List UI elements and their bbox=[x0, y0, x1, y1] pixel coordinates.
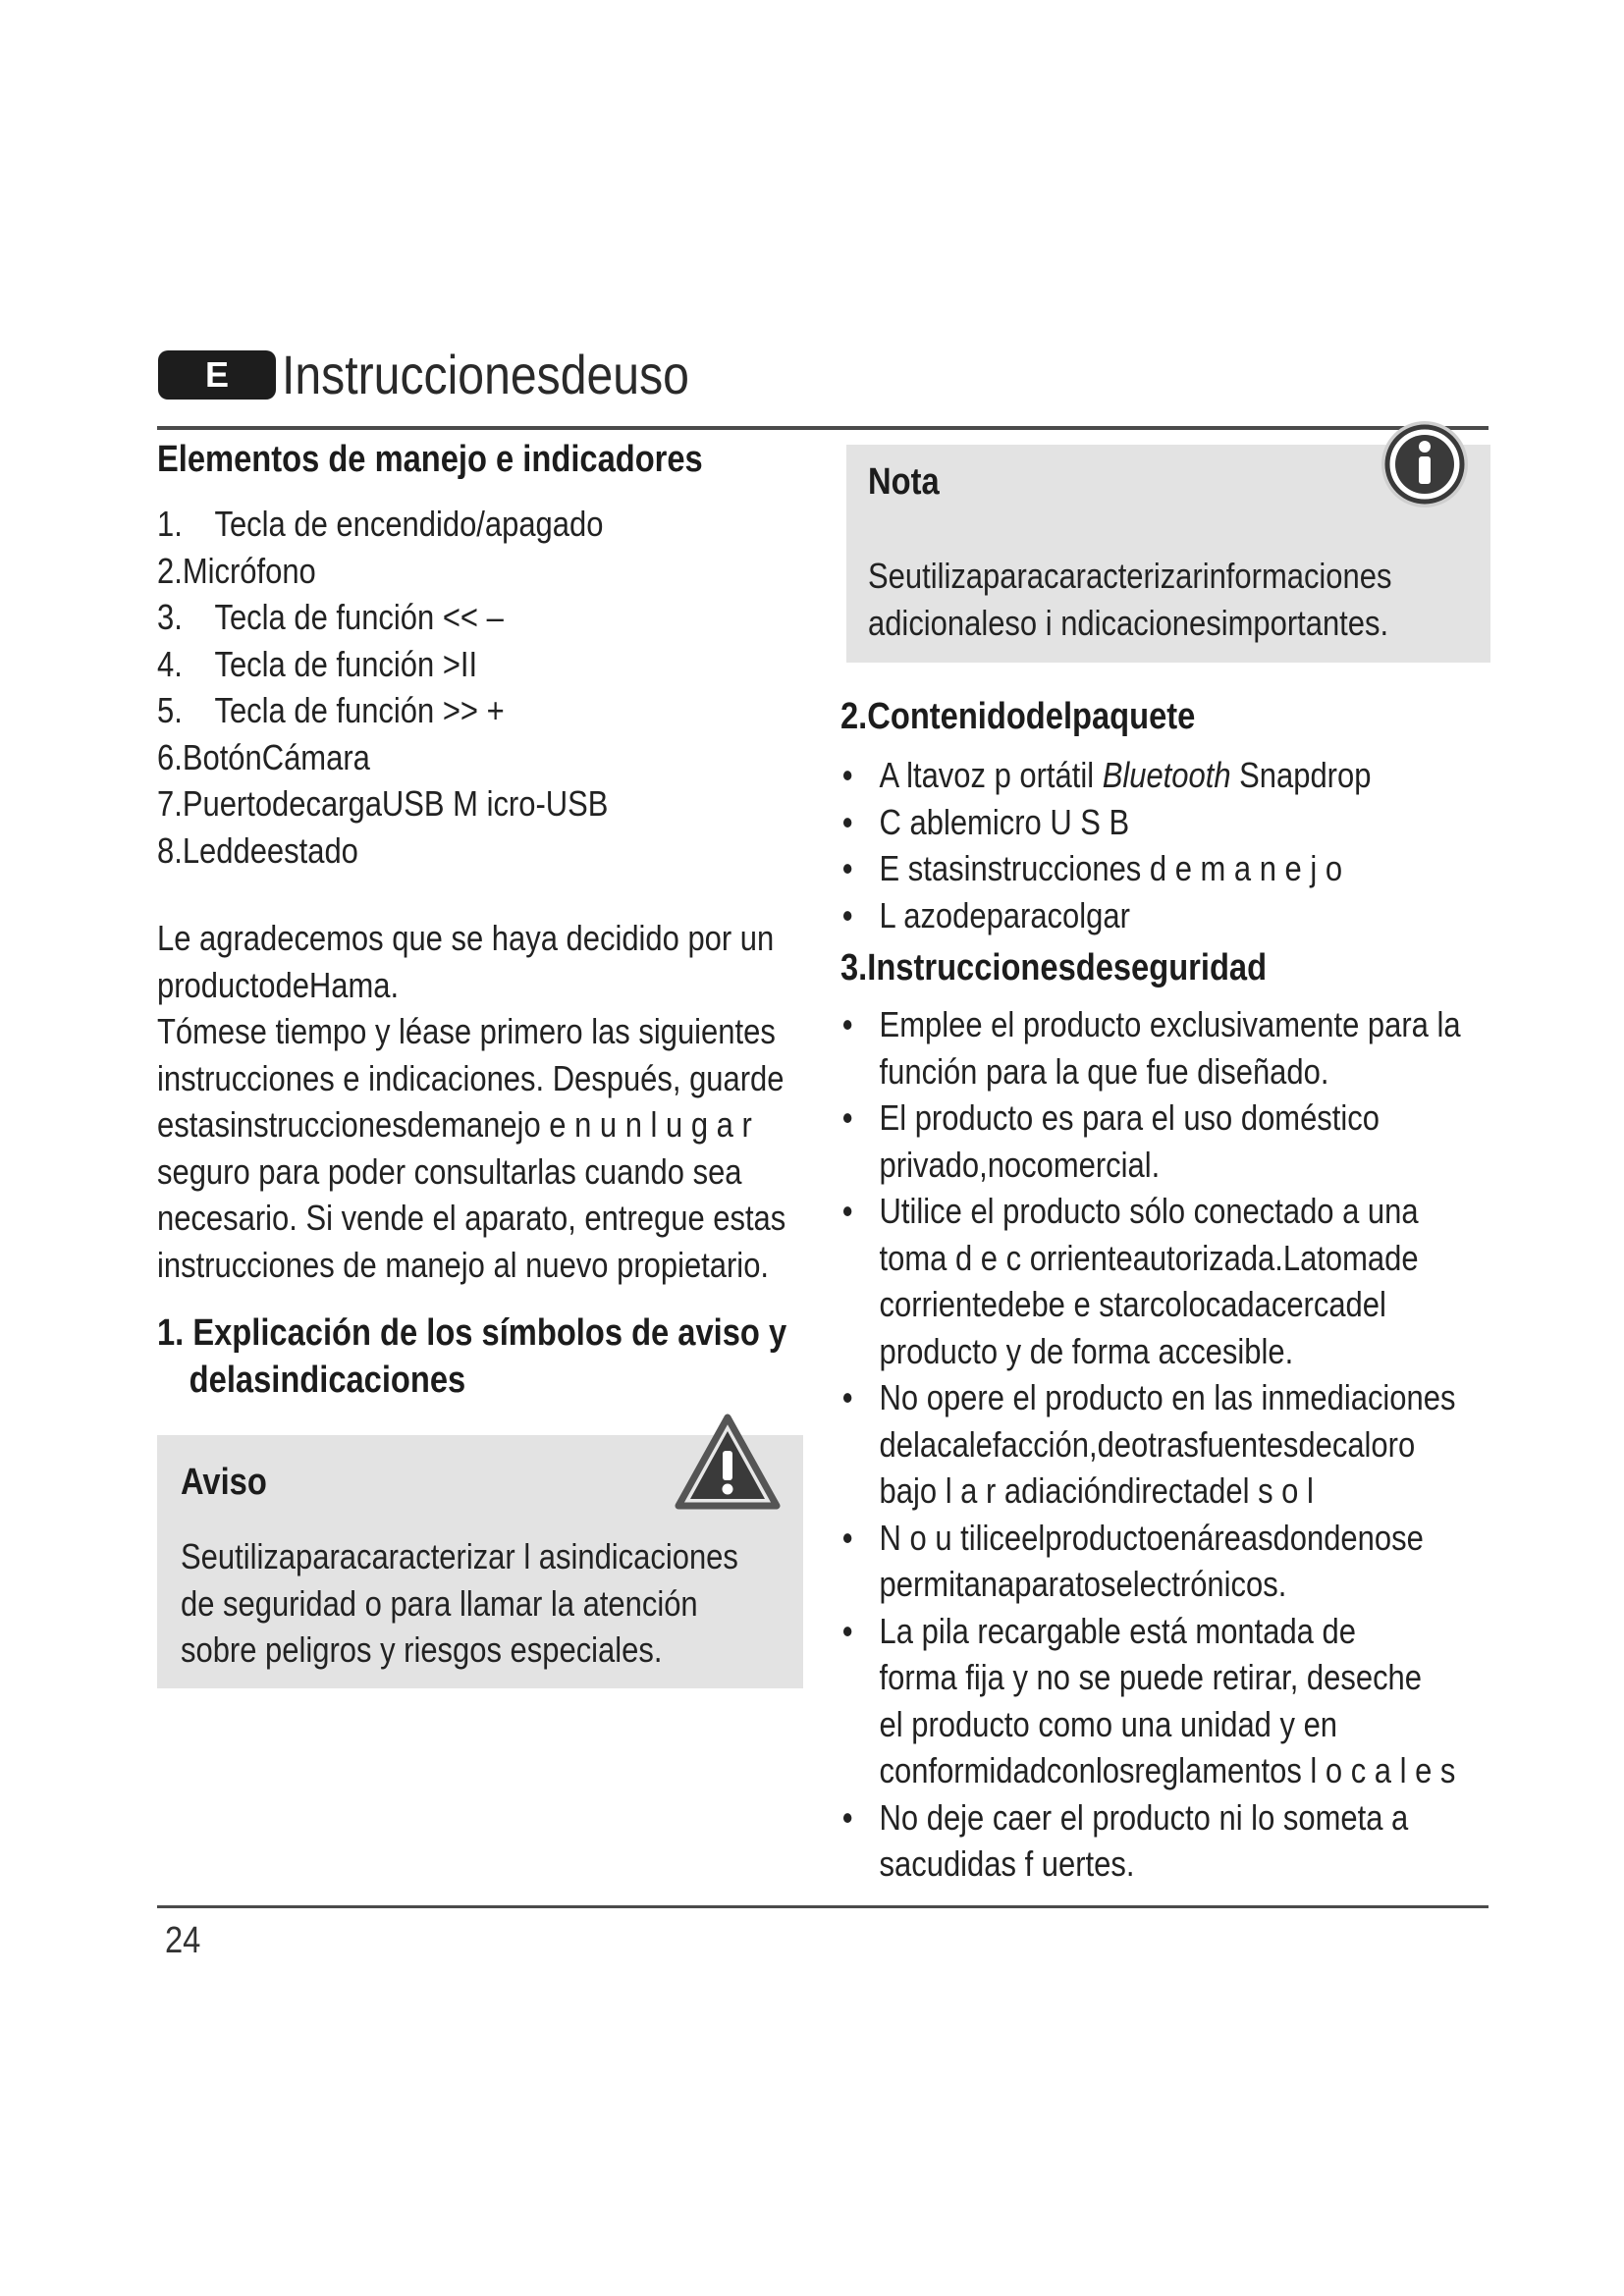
package-item-italic: Bluetooth bbox=[1102, 755, 1231, 795]
section2-heading: 2.Contenidodelpaquete bbox=[840, 696, 1196, 737]
control-number: 5. bbox=[157, 690, 183, 730]
package-item bbox=[840, 845, 1398, 892]
safety-item bbox=[840, 1794, 1409, 1888]
safety-item bbox=[840, 1188, 1419, 1374]
language-badge: E bbox=[158, 350, 276, 400]
bullet: • bbox=[841, 1610, 853, 1651]
control-number: 3. bbox=[157, 597, 183, 637]
bullet: • bbox=[841, 1004, 853, 1044]
control-item bbox=[157, 594, 715, 641]
control-number: 6. bbox=[157, 736, 183, 777]
intro-line: necesario. Si vende el aparato, entregue estas bbox=[157, 1198, 786, 1238]
package-item-text: L azodeparacolgar bbox=[879, 894, 1130, 935]
controls-heading: Elementos de manejo e indicadores bbox=[157, 439, 703, 480]
left-column bbox=[157, 436, 805, 1404]
intro-line: instrucciones de manejo al nuevo propietario. bbox=[157, 1244, 770, 1285]
page-title: Instruccionesdeuso bbox=[282, 344, 689, 405]
safety-item bbox=[840, 1001, 1461, 1095]
safety-line: producto y de forma accesible. bbox=[879, 1330, 1294, 1371]
safety-line: sacudidas f uertes. bbox=[879, 1843, 1135, 1884]
bullet: • bbox=[841, 894, 853, 935]
safety-line: delacalefacción,deotrasfuentesdecaloro bbox=[879, 1423, 1416, 1465]
safety-line: conformidadconlosreglamentos l o c a l e s bbox=[879, 1750, 1456, 1790]
control-number: 4. bbox=[157, 643, 183, 684]
warning-box-text bbox=[181, 1533, 738, 1674]
control-item bbox=[157, 828, 715, 875]
control-item bbox=[157, 641, 715, 688]
safety-line: el producto como una unidad y en bbox=[879, 1703, 1338, 1744]
page-number: 24 bbox=[165, 1920, 201, 1961]
control-item bbox=[157, 501, 715, 548]
warning-box bbox=[157, 1435, 803, 1688]
safety-line: El producto es para el uso doméstico bbox=[879, 1097, 1380, 1138]
safety-line: toma d e c orrienteautorizada.Latomade bbox=[879, 1237, 1419, 1278]
control-label: Tecla de función >> + bbox=[214, 690, 505, 730]
bullet: • bbox=[841, 801, 853, 842]
safety-line: Emplee el producto exclusivamente para la bbox=[879, 1004, 1461, 1044]
package-list bbox=[840, 752, 1398, 938]
info-icon bbox=[1378, 417, 1472, 511]
bullet: • bbox=[841, 755, 853, 795]
control-number: 1. bbox=[157, 504, 183, 544]
bullet: • bbox=[841, 1191, 853, 1231]
control-item bbox=[157, 780, 715, 828]
safety-line: corrientedebe e starcolocadacercadel bbox=[879, 1284, 1386, 1324]
package-item-text: A ltavoz p ortátil bbox=[879, 755, 1103, 795]
intro-line: instrucciones e indicaciones. Después, guarde bbox=[157, 1057, 785, 1098]
control-label: BotónCámara bbox=[182, 736, 370, 777]
safety-line: privado,nocomercial. bbox=[879, 1144, 1161, 1185]
intro-line: Le agradecemos que se haya decidido por un bbox=[157, 918, 775, 958]
package-item-text: C ablemicro U S B bbox=[879, 801, 1130, 842]
control-label: Tecla de función << – bbox=[214, 597, 504, 637]
bullet: • bbox=[841, 848, 853, 888]
safety-item bbox=[840, 1374, 1456, 1515]
warning-line: de seguridad o para llamar la atención bbox=[181, 1582, 698, 1624]
safety-line: Utilice el producto sólo conectado a una bbox=[879, 1191, 1419, 1231]
intro-line: estasinstruccionesdemanejo e n u n l u g a r bbox=[157, 1104, 752, 1145]
control-item bbox=[157, 548, 715, 595]
section3-heading: 3.Instruccionesdeseguridad bbox=[840, 947, 1268, 988]
safety-line: No opere el producto en las inmediaciones bbox=[879, 1377, 1456, 1417]
bullet: • bbox=[841, 1097, 853, 1138]
control-label: Tecla de encendido/apagado bbox=[214, 504, 604, 544]
bullet: • bbox=[841, 1377, 853, 1417]
control-number: 2. bbox=[157, 550, 183, 591]
safety-line: bajo l a r adiacióndirectadel s o l bbox=[879, 1470, 1314, 1511]
package-item bbox=[840, 799, 1398, 846]
safety-line: permitanaparatoselectrónicos. bbox=[879, 1564, 1287, 1604]
package-item-text: E stasinstrucciones d e m a n e j o bbox=[879, 848, 1343, 888]
bottom-divider bbox=[157, 1905, 1489, 1908]
control-item bbox=[157, 687, 715, 734]
control-number: 8. bbox=[157, 829, 183, 871]
warning-line: Seutilizaparacaracterizar l asindicaciones bbox=[181, 1536, 738, 1576]
safety-list bbox=[840, 1001, 1461, 1888]
note-line: Seutilizaparacaracterizarinformaciones bbox=[868, 556, 1392, 596]
warning-box-title: Aviso bbox=[181, 1462, 267, 1503]
right-column bbox=[840, 693, 1489, 1888]
intro-line: Tómese tiempo y léase primero las siguientes bbox=[157, 1011, 776, 1051]
intro-line: productodeHama. bbox=[157, 964, 400, 1005]
note-line: adicionaleso i ndicacionesimportantes. bbox=[868, 602, 1389, 643]
control-label: Leddeestado bbox=[182, 829, 358, 871]
controls-list bbox=[157, 501, 715, 874]
bullet: • bbox=[841, 1796, 853, 1838]
control-number: 7. bbox=[157, 783, 183, 824]
warning-line: sobre peligros y riesgos especiales. bbox=[181, 1629, 663, 1670]
control-item bbox=[157, 734, 715, 781]
section1-heading bbox=[157, 1309, 787, 1404]
package-item bbox=[840, 892, 1398, 939]
note-box-text bbox=[868, 553, 1391, 646]
safety-line: función para la que fue diseñado. bbox=[879, 1050, 1329, 1092]
control-label: Tecla de función >II bbox=[214, 643, 478, 684]
safety-line: No deje caer el producto ni lo someta a bbox=[879, 1796, 1409, 1838]
note-box-title: Nota bbox=[868, 461, 940, 503]
package-item bbox=[840, 752, 1398, 799]
safety-item bbox=[840, 1608, 1456, 1794]
section1-heading-line1: 1. Explicación de los símbolos de aviso y bbox=[157, 1312, 787, 1354]
top-divider bbox=[157, 426, 1489, 430]
control-label: Micrófono bbox=[182, 550, 316, 591]
intro-paragraph bbox=[157, 915, 786, 1288]
safety-item bbox=[840, 1095, 1398, 1188]
warning-triangle-icon bbox=[673, 1412, 783, 1514]
package-item-suffix: Snapdrop bbox=[1230, 755, 1372, 795]
safety-item bbox=[840, 1515, 1424, 1608]
safety-line: La pila recargable está montada de bbox=[879, 1610, 1356, 1651]
intro-line: seguro para poder consultarlas cuando sea bbox=[157, 1150, 742, 1192]
control-label: PuertodecargaUSB M icro-USB bbox=[182, 783, 609, 824]
bullet: • bbox=[841, 1517, 853, 1558]
safety-line: N o u tiliceelproductoenáreasdondenose bbox=[879, 1517, 1424, 1558]
safety-line: forma fija y no se puede retirar, deseche bbox=[879, 1657, 1422, 1697]
section1-heading-line2: delasindicaciones bbox=[189, 1360, 466, 1401]
